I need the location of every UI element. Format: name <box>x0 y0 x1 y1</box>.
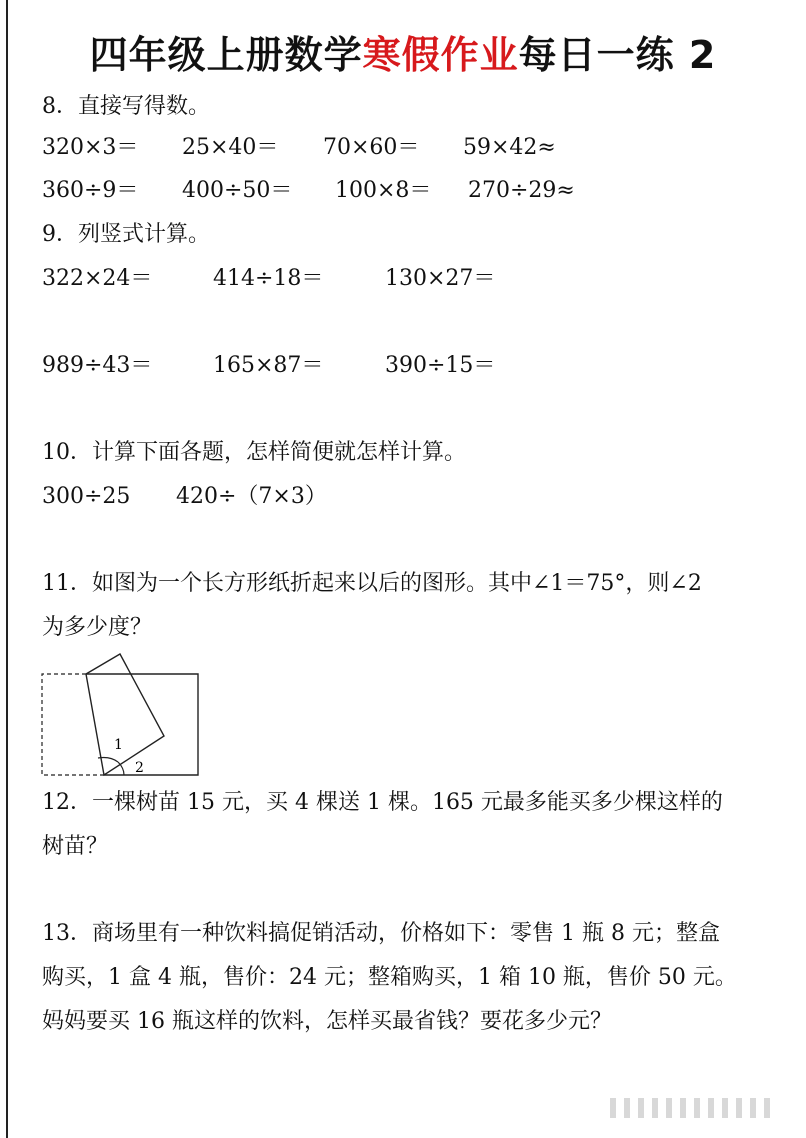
folded-flap <box>86 654 164 775</box>
angle-1-label: 1 <box>114 737 123 753</box>
q8-item: 59×42≈ <box>463 135 556 160</box>
q9-item: 165×87＝ <box>213 353 324 378</box>
q9-heading: 9．列竖式计算。 <box>42 222 210 247</box>
q9-item: 390÷15＝ <box>385 353 496 378</box>
q10-item: 300÷25 <box>42 484 131 509</box>
watermark <box>610 1098 790 1118</box>
q8-item: 320×3＝ <box>42 135 139 160</box>
title-part-3: 每日一练 2 <box>518 33 717 77</box>
title-part-1: 四年级上册数学 <box>89 33 363 77</box>
q12-text-line-1: 12．一棵树苗 15 元，买 4 棵送 1 棵。165 元最多能买多少棵这样的 <box>42 790 723 815</box>
folded-rectangle-figure <box>38 648 202 778</box>
q12-text-line-2: 树苗？ <box>42 834 109 859</box>
q11-text-line-1: 11．如图为一个长方形纸折起来以后的图形。其中∠1＝75°，则∠2 <box>42 571 702 596</box>
q10-heading: 10．计算下面各题，怎样简便就怎样计算。 <box>42 440 466 465</box>
q9-item: 414÷18＝ <box>213 266 324 291</box>
q11-text-line-2: 为多少度？ <box>42 615 153 640</box>
title-highlight: 寒假作业 <box>362 33 519 77</box>
q8-item: 360÷9＝ <box>42 178 139 203</box>
q9-item: 989÷43＝ <box>42 353 153 378</box>
q8-item: 100×8＝ <box>335 178 432 203</box>
q13-text-line-1: 13．商场里有一种饮料搞促销活动，价格如下：零售 1 瓶 8 元；整盒 <box>42 921 720 946</box>
q8-heading: 8．直接写得数。 <box>42 94 210 119</box>
q9-item: 322×24＝ <box>42 266 153 291</box>
q9-item: 130×27＝ <box>385 266 496 291</box>
q8-item: 70×60＝ <box>323 135 420 160</box>
page-left-border <box>6 0 8 1138</box>
page-title <box>0 24 806 79</box>
q8-item: 270÷29≈ <box>468 178 575 203</box>
q10-item: 420÷（7×3） <box>176 484 327 509</box>
q13-text-line-2: 购买，1 盒 4 瓶，售价：24 元；整箱购买，1 箱 10 瓶，售价 50 元。 <box>42 965 737 990</box>
q8-item: 25×40＝ <box>182 135 279 160</box>
angle-2-label: 2 <box>135 760 144 776</box>
q8-item: 400÷50＝ <box>182 178 293 203</box>
q13-text-line-3: 妈妈要买 16 瓶这样的饮料，怎样买最省钱？要花多少元？ <box>42 1009 612 1034</box>
